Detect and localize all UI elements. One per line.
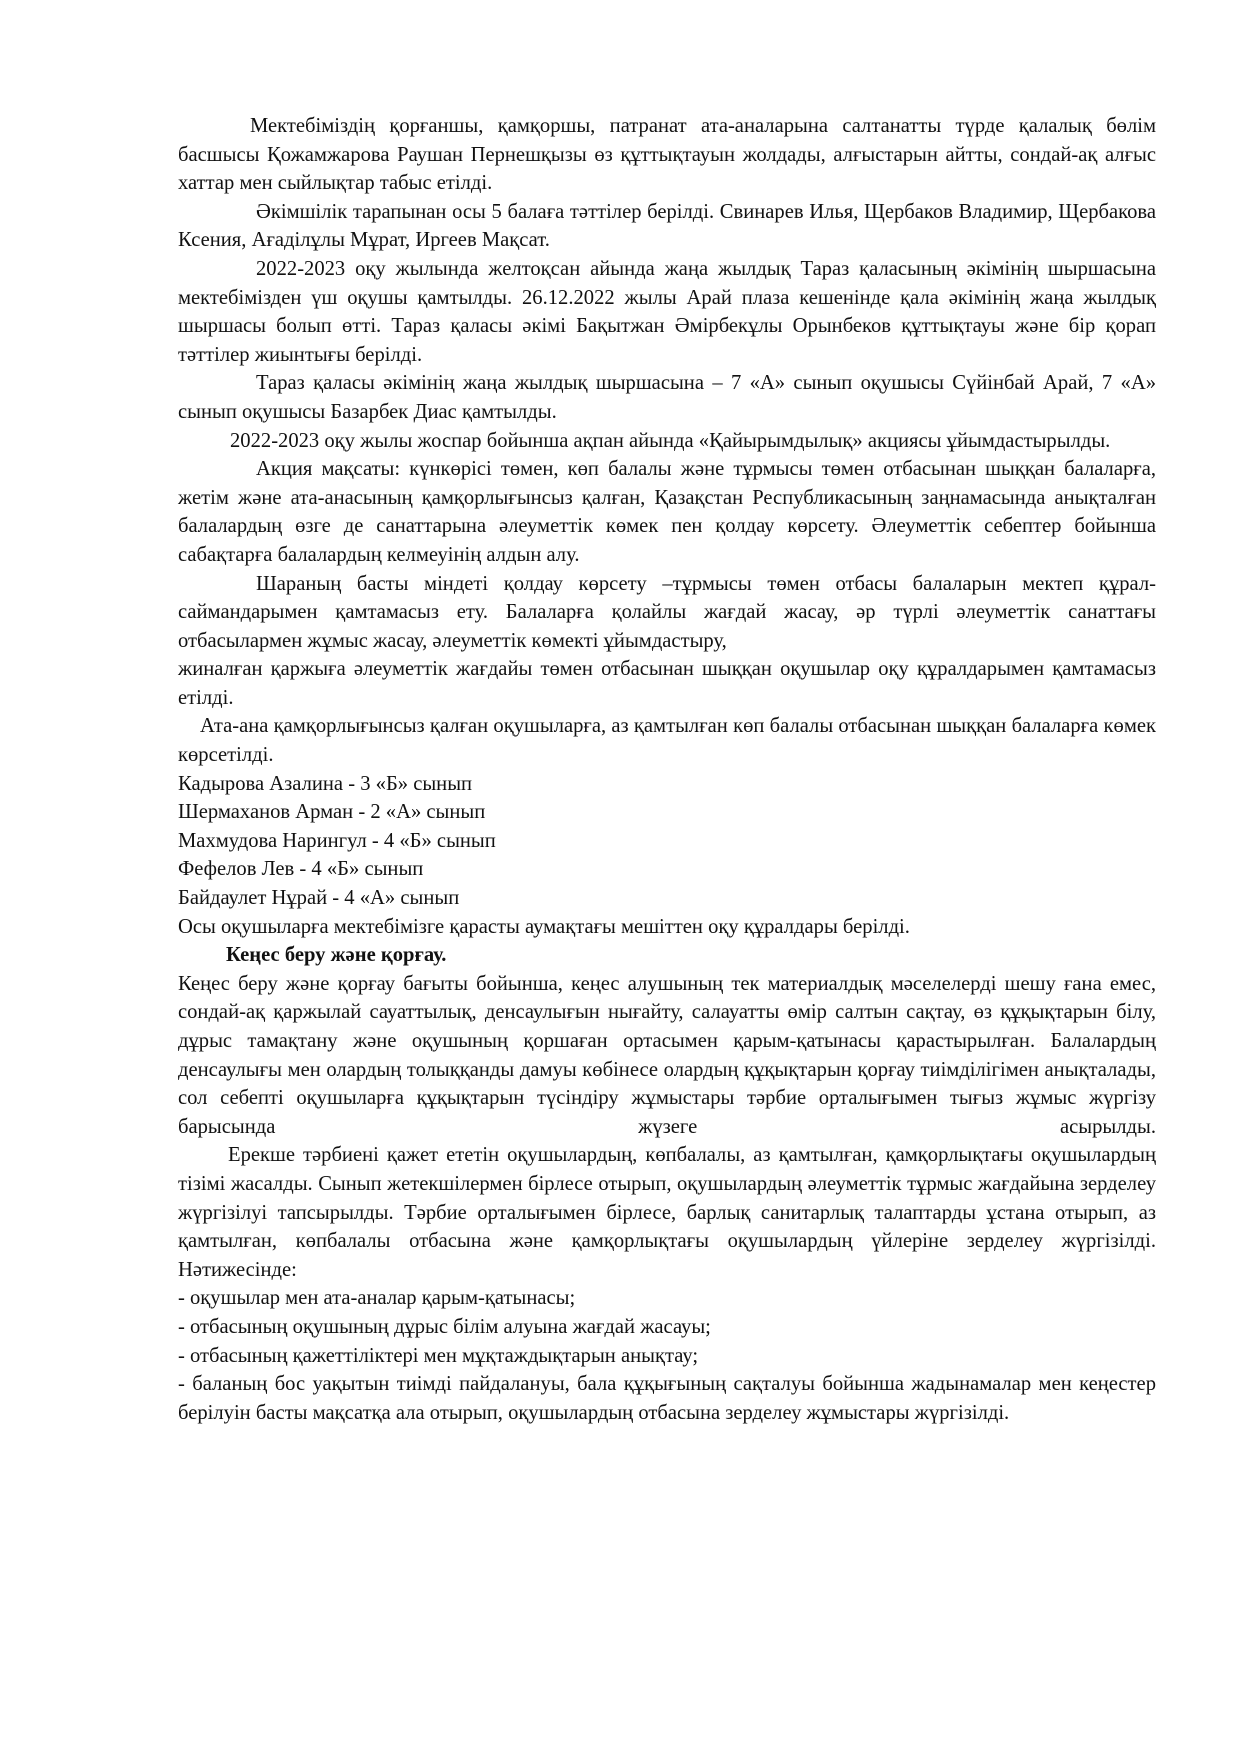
list-item: - оқушылар мен ата-аналар қарым-қатынасы; bbox=[178, 1287, 576, 1310]
paragraph-guardians: Мектебіміздің қорғаншы, қамқоршы, патранат ата-аналарына салтанатты түрде қалалық бөлім басшысы Қожамжарова Раушан Пернешқызы өз құттықтауын жолдады, алғыстарын айтты, сондай-ақ алғыс хаттар мен сыйлықтар табыс етілді. bbox=[178, 115, 1156, 195]
paragraph-counseling: Кеңес беру және қорғау бағыты бойынша, кеңес алушының тек материалдық мәселелерді шешу ғана емес, сондай-ақ қаржылай сауаттылық, денсаулығын нығайту, салауатты өмір салтын сақтау, өз құқықтарын білу, дұрыс тамақтану және оқушының қоршаған ортасымен қарым-қатынасы қарастырылған. Балалардың денсаулығы мен олардың толыққанды дамуы көбінесе олардың құқықтарын қорғау тиімділігімен анықталады, сол себепті оқушыларға құқықтарын түсіндіру жұмыстары тәрбие орталығымен тығыз жұмыс жүргізу барысында жүзеге асырылды. bbox=[178, 972, 1156, 1138]
list-item: - отбасының оқушының дұрыс білім алуына жағдай жасауы; bbox=[178, 1315, 711, 1338]
student-list bbox=[178, 770, 1156, 913]
paragraph-help-provided: Ата-ана қамқорлығынсыз қалған оқушыларға, аз қамтылған көп балалы отбасынан шыққан балаларға көмек көрсетілді. bbox=[178, 715, 1156, 767]
paragraph-new-year-tree: 2022-2023 оқу жылында желтоқсан айында жаңа жылдық Тараз қаласының әкімінің шыршасына мектебімізден үш оқушы қамтылды. 26.12.2022 жылы Арай плаза кешенінде қала әкімінің жаңа жылдық шыршасы болып өтті. Тараз қаласы әкімі Бақытжан Әмірбекұлы Орынбеков құттықтауы және бір қорап тәттілер жиынтығы берілді. bbox=[178, 257, 1156, 366]
paragraph-campaign-goal: Акция мақсаты: күнкөрісі төмен, көп балалы және тұрмысы төмен отбасынан шыққан балаларға, жетім және ата-анасының қамқорлығынсыз қалған, Қазақстан Республикасының заңнамасында анықталған балалардың өзге де санаттарына әлеуметтік көмек пен қолдау көрсету. Әлеуметтік себептер бойынша сабақтарға балалардың келмеуінің алдын алу. bbox=[178, 458, 1156, 566]
list-item: Шермаханов Арман - 2 «А» сынып bbox=[178, 801, 486, 824]
list-item: - баланың бос уақытын тиімді пайдалануы, бала құқығының сақталуы бойынша жадынамалар мен кеңестер берілуін басты мақсатқа ала отырып, оқушылардың отбасына зерделеу жұмыстары жүргізілді. bbox=[178, 1373, 1156, 1424]
paragraph-main-task: Шараның басты міндеті қолдау көрсету –тұрмысы төмен отбасы балаларын мектеп құрал-саймандарымен қамтамасыз ету. Балаларға қолайлы жағдай жасау, әр түрлі әлеуметтік санаттағы отбасылармен жұмыс жасау, әлеуметтік көмекті ұйымдастыру, bbox=[178, 572, 1156, 652]
paragraph-main-task-continued: жиналған қаржыға әлеуметтік жағдайы төмен отбасынан шыққан оқушылар оқу құралдарымен қамтамасыз етілді. bbox=[178, 658, 1156, 709]
paragraph-tree-participants: Тараз қаласы әкімінің жаңа жылдық шыршасына – 7 «А» сынып оқушысы Сүйінбай Арай, 7 «А» сынып оқушысы Базарбек Диас қамтылды. bbox=[178, 372, 1156, 423]
results-list bbox=[178, 1284, 1156, 1427]
list-item: Кадырова Азалина - 3 «Б» сынып bbox=[178, 772, 473, 795]
paragraph-charity-campaign: 2022-2023 оқу жылы жоспар бойынша ақпан айында «Қайырымдылық» акциясы ұйымдастырылды. bbox=[230, 429, 1111, 452]
section-heading: Кеңес беру және қорғау. bbox=[226, 944, 447, 967]
paragraph-sweets: Әкімшілік тарапынан осы 5 балаға тәттілер берілді. Свинарев Илья, Щербаков Владимир, Щербакова Ксения, Ағаділұлы Мұрат, Иргеев Мақсат. bbox=[178, 200, 1156, 252]
paragraph-special-needs: Ерекше тәрбиені қажет ететін оқушылардың, көпбалалы, аз қамтылған, қамқорлықтағы оқушылардың тізімі жасалды. Сынып жетекшілермен бірлесе отырып, оқушылардың әлеуметтік тұрмыс жағдайына зерделеу жүргізілуі тапсырылды. Тәрбие орталығымен бірлесе, барлық санитарлық талаптарды ұстана отырып, аз қамтылған, көпбалалы отбасына және қамқорлықтағы оқушылардың үйлеріне зерделеу жүргізілді. Нәтижесінде: bbox=[178, 1144, 1156, 1281]
students-note: Осы оқушыларға мектебімізге қарасты аумақтағы мешіттен оқу құралдары берілді. bbox=[178, 915, 910, 938]
list-item: Махмудова Нарингул - 4 «Б» сынып bbox=[178, 829, 496, 852]
list-item: Фефелов Лев - 4 «Б» сынып bbox=[178, 858, 424, 881]
list-item: Байдаулет Нұрай - 4 «А» сынып bbox=[178, 887, 460, 910]
list-item: - отбасының қажеттіліктері мен мұқтаждықтарын анықтау; bbox=[178, 1344, 699, 1367]
document-page bbox=[178, 112, 1156, 1427]
